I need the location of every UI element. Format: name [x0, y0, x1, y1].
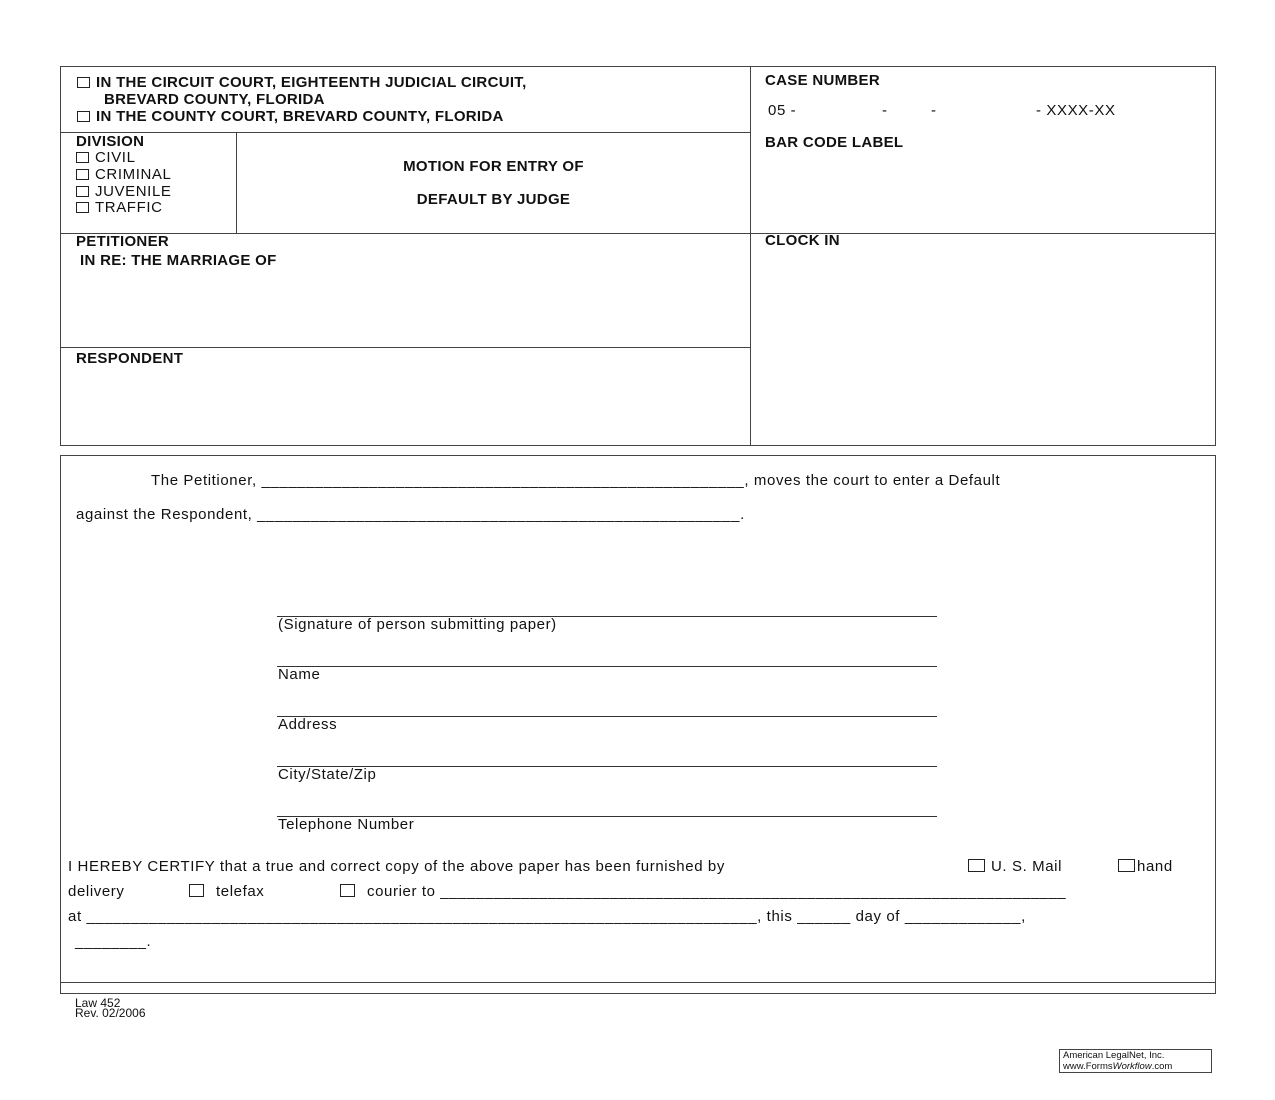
- brand-text: .com: [1151, 1060, 1173, 1072]
- form-title-line2: DEFAULT BY JUDGE: [416, 191, 571, 208]
- certify-text: I HEREBY CERTIFY that a true and correct copy of the above paper has been furnished by: [68, 858, 725, 875]
- respondent-label: RESPONDENT: [76, 350, 184, 367]
- delivery-text: delivery: [68, 883, 125, 900]
- divider: [60, 132, 750, 133]
- option-hand[interactable]: [1118, 858, 1173, 875]
- name-label: Name: [278, 666, 321, 683]
- division-traffic[interactable]: [76, 199, 163, 216]
- case-number-prefix: 05 -: [768, 102, 797, 119]
- petitioner-text: IN RE: THE MARRIAGE OF: [80, 252, 277, 269]
- label: CIVIL: [95, 149, 136, 166]
- label: IN THE COUNTY COURT, BREVARD COUNTY, FLORIDA: [96, 108, 504, 125]
- option-us-mail[interactable]: [968, 858, 1062, 875]
- divider: [750, 66, 751, 446]
- court-option-circuit[interactable]: [77, 74, 527, 91]
- option-courier[interactable]: [340, 883, 1066, 900]
- address-line[interactable]: [277, 716, 937, 717]
- form-revision: Rev. 02/2006: [75, 1006, 146, 1020]
- at-line: at ___________________________________________________________________________, this ______ day of _____________,: [68, 908, 1026, 925]
- divider: [236, 132, 237, 233]
- brand-text: Workflow: [1112, 1060, 1152, 1072]
- division-criminal[interactable]: [76, 166, 171, 183]
- option-telefax[interactable]: [189, 883, 264, 900]
- division-juvenile[interactable]: [76, 183, 172, 200]
- petitioner-label: PETITIONER: [76, 233, 170, 250]
- name-line[interactable]: [277, 666, 937, 667]
- checkbox[interactable]: [76, 186, 89, 197]
- label: hand: [1137, 858, 1173, 875]
- checkbox[interactable]: [189, 884, 204, 897]
- signature-label: (Signature of person submitting paper): [278, 616, 557, 633]
- case-number-suffix: - XXXX-XX: [1036, 102, 1116, 119]
- label: U. S. Mail: [991, 858, 1063, 875]
- brand-box: [1059, 1049, 1212, 1073]
- label: telefax: [216, 883, 265, 900]
- form-number: Law 452: [75, 996, 121, 1010]
- division-civil[interactable]: [76, 149, 136, 166]
- label: IN THE CIRCUIT COURT, EIGHTEENTH JUDICIAL CIRCUIT,: [96, 74, 527, 91]
- brand-line1: American LegalNet, Inc.: [1063, 1050, 1165, 1061]
- petitioner-motion-line: The Petitioner, ______________________________________________________, moves the court to enter a Default: [151, 472, 1001, 489]
- telephone-label: Telephone Number: [278, 816, 415, 833]
- city-state-zip-label: City/State/Zip: [278, 766, 377, 783]
- checkbox[interactable]: [77, 77, 90, 88]
- court-option-county[interactable]: [77, 108, 504, 125]
- label: CRIMINAL: [95, 166, 172, 183]
- label: TRAFFIC: [95, 199, 163, 216]
- checkbox[interactable]: [76, 202, 89, 213]
- bar-code-label: BAR CODE LABEL: [765, 134, 904, 151]
- year-line: ________.: [75, 933, 152, 950]
- checkbox[interactable]: [76, 169, 89, 180]
- checkbox[interactable]: [968, 859, 985, 872]
- divider: [60, 233, 1216, 234]
- court-option-circuit-cont: BREVARD COUNTY, FLORIDA: [104, 91, 325, 108]
- case-number-label: CASE NUMBER: [765, 72, 880, 89]
- case-number-sep: -: [931, 102, 937, 119]
- division-label: DIVISION: [76, 133, 145, 150]
- checkbox[interactable]: [1118, 859, 1135, 872]
- checkbox[interactable]: [76, 152, 89, 163]
- form-title-line1: MOTION FOR ENTRY OF: [403, 158, 584, 175]
- divider: [60, 982, 1216, 983]
- divider: [60, 347, 750, 348]
- label: JUVENILE: [95, 183, 172, 200]
- address-label: Address: [278, 716, 338, 733]
- clock-in-label: CLOCK IN: [765, 232, 840, 249]
- checkbox[interactable]: [340, 884, 355, 897]
- brand-line2: [1063, 1062, 1208, 1073]
- respondent-line: against the Respondent, ______________________________________________________.: [76, 506, 745, 523]
- label: courier to ______________________________________________________________________: [367, 883, 1067, 900]
- brand-text: www.Forms: [1063, 1060, 1113, 1072]
- case-number-sep: -: [882, 102, 888, 119]
- checkbox[interactable]: [77, 111, 90, 122]
